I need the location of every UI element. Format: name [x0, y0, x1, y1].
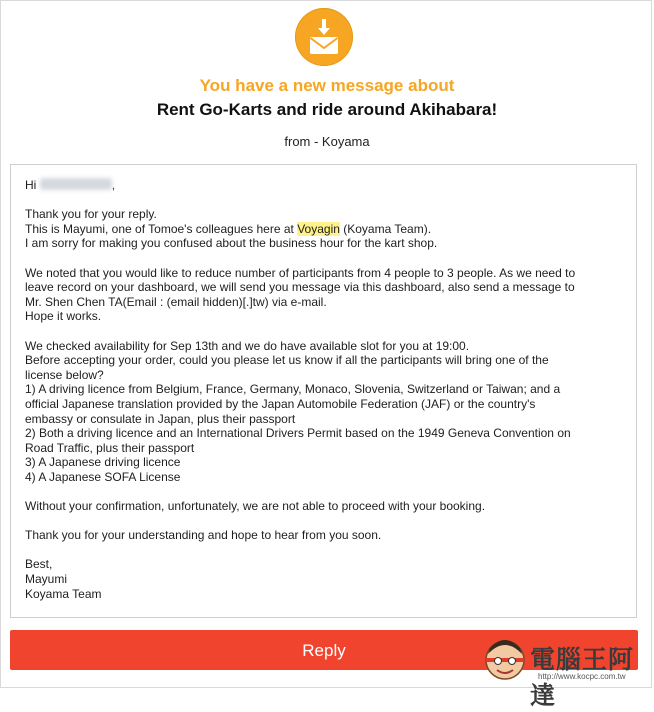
text-line: (Koyama Team).: [339, 221, 432, 236]
message-headline: You have a new message about: [199, 76, 455, 95]
message-sender: from - Koyama: [284, 134, 370, 149]
watermark-url: http://www.kocpc.com.tw: [538, 672, 626, 681]
watermark: [480, 634, 650, 710]
message-body-box: [10, 164, 637, 618]
highlighted-company-name: Voyagin: [297, 221, 340, 236]
text-line: Without your confirmation, unfortunately, we are not able to proceed with your booking.: [25, 499, 486, 514]
text-line: This is Mayumi, one of Tomoe's colleagues here at: [25, 221, 298, 236]
greeting: Hi: [25, 178, 37, 192]
message-body: [25, 178, 625, 616]
text-line: official Japanese translation provided by the Japan Automobile Federation (JAF) or the country's: [25, 396, 536, 411]
message-subject: Rent Go-Karts and ride around Akihabara!: [156, 100, 498, 119]
envelope-download-icon: [295, 8, 353, 66]
signature: [25, 557, 625, 601]
text-line: Mayumi: [25, 572, 68, 587]
paragraph-thanks: [25, 528, 625, 543]
redacted-recipient-name: [40, 178, 112, 190]
text-line: I am sorry for making you confused about the business hour for the kart shop.: [25, 236, 438, 251]
text-line: Koyama Team: [25, 586, 102, 601]
text-line: 4) A Japanese SOFA License: [25, 469, 181, 484]
paragraph-confirmation: [25, 499, 625, 514]
paragraph-availability: [25, 339, 625, 485]
mascot-logo-icon: [480, 634, 530, 684]
text-line: Best,: [25, 557, 53, 572]
text-line: 1) A driving licence from Belgium, France, Germany, Monaco, Slovenia, Switzerland or Taiwan; and a: [25, 382, 561, 397]
text-line: Thank you for your understanding and hope to hear from you soon.: [25, 528, 382, 543]
text-line: 2) Both a driving licence and an International Drivers Permit based on the 1949 Geneva Convention on: [25, 426, 571, 441]
text-line: leave record on your dashboard, we will send you message via this dashboard, also send a message to: [25, 280, 575, 295]
text-line: embassy or consulate in Japan, plus their passport: [25, 411, 296, 426]
text-line: Before accepting your order, could you please let us know if all the participants will bring one of the: [25, 353, 549, 368]
text-line: Mr. Shen Chen TA(Email : (email hidden)[.]tw) via e-mail.: [25, 294, 327, 309]
paragraph-intro: [25, 207, 625, 251]
paragraph-participants: [25, 266, 625, 324]
text-line: license below?: [25, 367, 104, 382]
text-line: Hope it works.: [25, 309, 102, 324]
text-line: We checked availability for Sep 13th and we do have available slot for you at 19:00.: [25, 338, 470, 353]
reply-button[interactable]: Reply: [10, 630, 638, 670]
greeting-line: Hi ,: [25, 178, 116, 192]
text-line: We noted that you would like to reduce number of participants from 4 people to 3 people. As we need to: [25, 265, 576, 280]
text-line: Road Traffic, plus their passport: [25, 440, 195, 455]
text-line: Thank you for your reply.: [25, 207, 157, 222]
text-line: 3) A Japanese driving licence: [25, 455, 181, 470]
watermark-site-name: 電腦王阿達: [530, 645, 635, 710]
